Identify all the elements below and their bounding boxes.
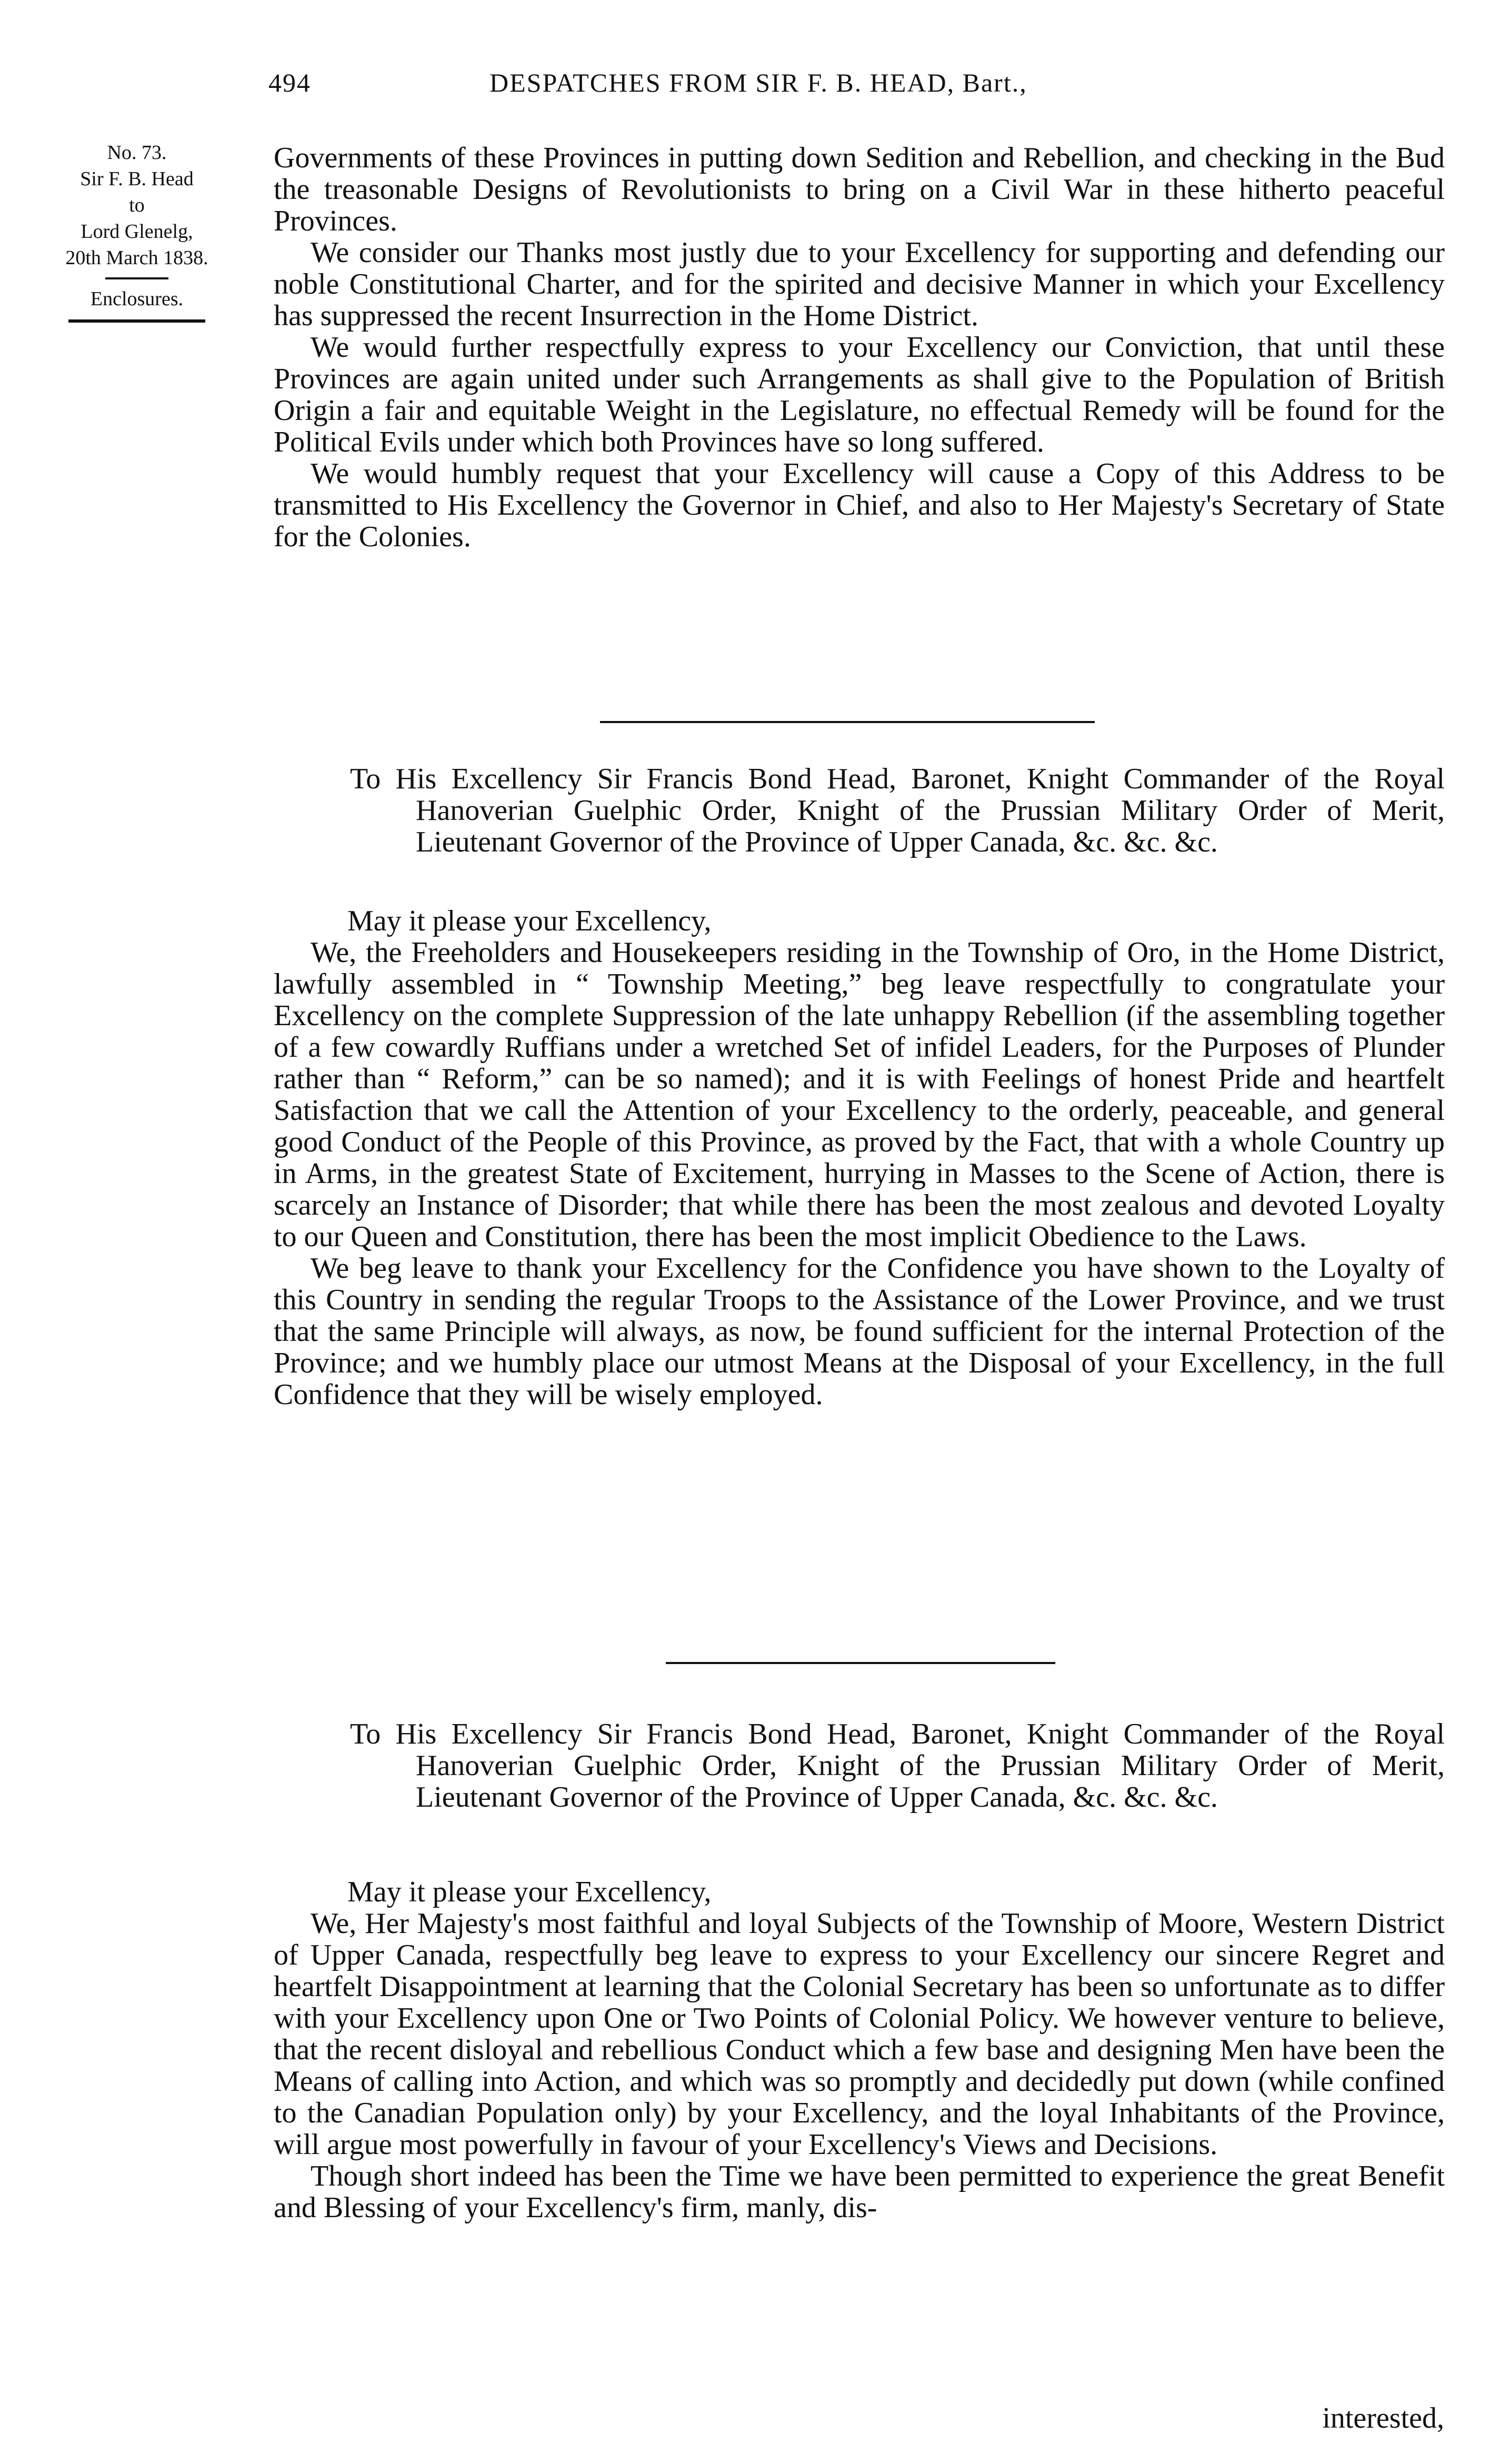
paragraph: We would humbly request that your Excellency will cause a Copy of this Address to be transmitted to His Excellency the Governor in Chief, and also to Her Majesty's Secretary of State for the Colonies. <box>274 457 1445 553</box>
margin-divider-long <box>68 319 205 323</box>
section-divider <box>666 1662 1055 1664</box>
salutation: May it please your Excellency, <box>347 1876 712 1908</box>
paragraph: We would further respectfully express to your Excellency our Conviction, that until these Provinces are again united under such Arrangements as shall give to the Population of British Origin a fair and equitable Weight in the Legislature, no effectual Remedy will be found for the Political Evils under which both Provinces have so long suffered. <box>274 331 1445 458</box>
despatch-number: No. 73. <box>107 142 167 164</box>
despatch-from: Sir F. B. Head <box>80 168 194 190</box>
salutation: May it please your Excellency, <box>347 905 712 937</box>
running-header <box>268 67 1447 104</box>
page-number: 494 <box>268 68 311 97</box>
despatch-date: 20th March 1838. <box>65 247 208 269</box>
despatch-recipient: Lord Glenelg, <box>81 221 193 243</box>
paragraph: Though short indeed has been the Time we have been permitted to experience the great Benefit and Blessing of your Excellency's firm, manly, dis- <box>274 2160 1445 2224</box>
section-continuation <box>274 142 1445 553</box>
despatch-to: to <box>129 194 145 216</box>
running-title: DESPATCHES FROM SIR F. B. HEAD, Bart., <box>489 68 1027 97</box>
catchword: interested, <box>1322 2402 1444 2435</box>
paragraph: We consider our Thanks most justly due to your Excellency for supporting and defending our noble Constitutional Charter, and for the spirited and decisive Manner in which your Excellency has suppressed the recent Insurrection in the Home District. <box>274 236 1445 332</box>
addressee-block: To His Excellency Sir Francis Bond Head, Baronet, Knight Commander of the Royal Hanoverian Guelphic Order, Knight of the Prussian Military Order of Merit, Lieutenant Governor of the Province of Upper Canada, &c. &c. &c. <box>350 1718 1445 1814</box>
addressee-block: To His Excellency Sir Francis Bond Head, Baronet, Knight Commander of the Royal Hanoverian Guelphic Order, Knight of the Prussian Military Order of Merit, Lieutenant Governor of the Province of Upper Canada, &c. &c. &c. <box>350 763 1445 858</box>
paragraph: We beg leave to thank your Excellency for the Confidence you have shown to the Loyalty of this Country in sending the regular Troops to the Assistance of the Lower Province, and we trust that the same Principle will always, as now, be found sufficient for the internal Protection of the Province; and we humbly place our utmost Means at the Disposal of your Excellency, in the full Confidence that they will be wisely employed. <box>274 1252 1445 1411</box>
paragraph: We, Her Majesty's most faithful and loyal Subjects of the Township of Moore, Western District of Upper Canada, respectfully beg leave to express to your Excellency our sincere Regret and heartfelt Disappointment at learning that the Colonial Secretary has been so unfortunate as to differ with your Excellency upon One or Two Points of Colonial Policy. We however venture to believe, that the recent disloyal and rebellious Conduct which a few base and designing Men have been the Means of calling into Action, and which was so promptly and decidedly put down (while confined to the Canadian Population only) by your Excellency, and the loyal Inhabitants of the Province, will argue most powerfully in favour of your Excellency's Views and Decisions. <box>274 1907 1445 2161</box>
margin-note <box>16 139 258 323</box>
paragraph: We, the Freeholders and Housekeepers residing in the Township of Oro, in the Home District, lawfully assembled in “ Township Meeting,” beg leave respectfully to congratulate your Excellency on the complete Suppression of the late unhappy Rebellion (if the assembling together of a few cowardly Ruffians under a wretched Set of infidel Leaders, for the Purposes of Plunder rather than “ Reform,” can be so named); and it is with Feelings of honest Pride and heartfelt Satisfaction that we call the Attention of your Excellency to the orderly, peaceable, and general good Conduct of the People of this Province, as proved by the Fact, that with a whole Country up in Arms, in the greatest State of Excitement, hurrying in Masses to the Scene of Action, there is scarcely an Instance of Disorder; that while there has been the most zealous and devoted Loyalty to our Queen and Constitution, there has been the most implicit Obedience to the Laws. <box>274 936 1445 1253</box>
section-divider <box>600 721 1095 723</box>
enclosures-label: Enclosures. <box>90 288 184 310</box>
paragraph: Governments of these Provinces in putting down Sedition and Rebellion, and checking in the Bud the treasonable Designs of Revolutionists to bring on a Civil War in these hitherto peaceful Provinces. <box>274 142 1445 237</box>
address-body <box>274 1908 1445 2223</box>
address-body <box>274 937 1445 1410</box>
margin-divider <box>105 277 168 279</box>
